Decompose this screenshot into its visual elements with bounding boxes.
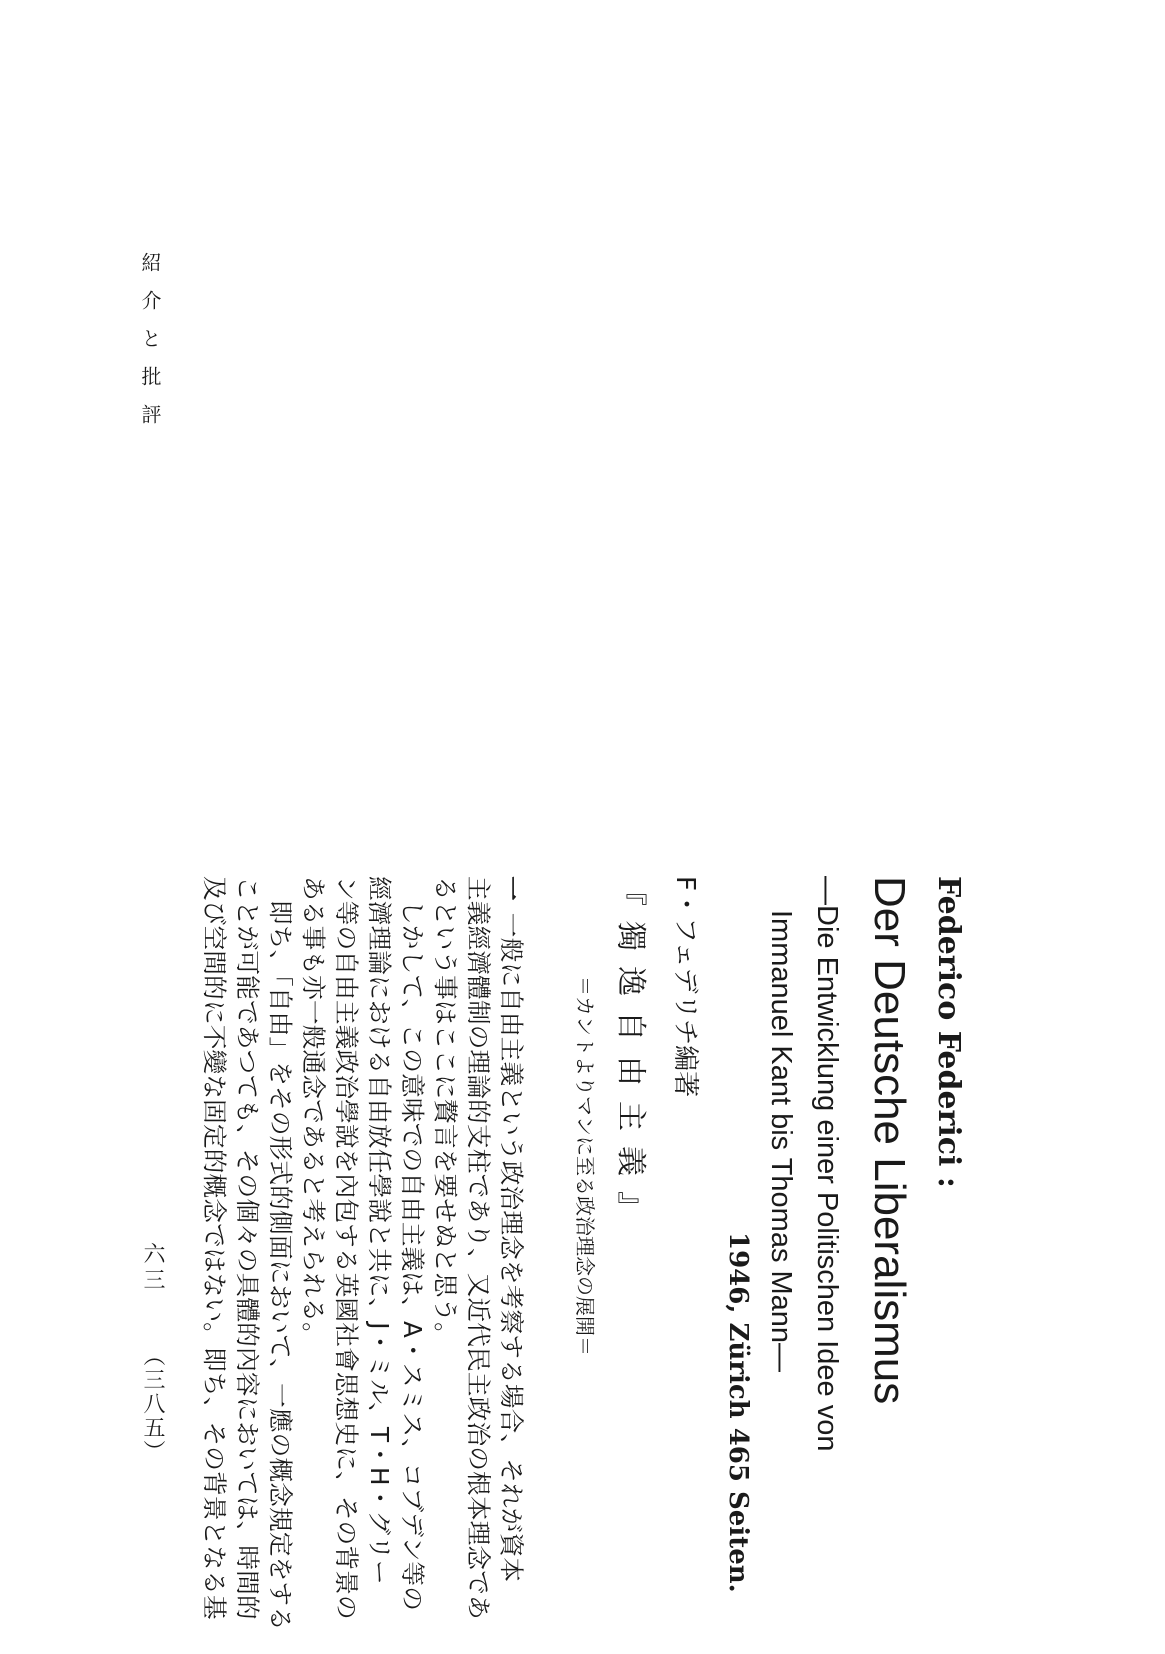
page-number-total: （三八五） [140, 1344, 165, 1464]
japanese-subtitle: ＝カントよりマンに至る政治理念の展開＝ [573, 976, 597, 1356]
body-line: るという事はここに贅言を要せぬと思う。 [431, 876, 460, 1348]
page-number: 六三 [140, 1242, 165, 1294]
body-line: ン等の自由主義政治學說を內包する英國社會思想史に、その背景の [332, 876, 361, 1620]
publication-info: 1946, Zürich 465 Seiten. [723, 1232, 753, 1593]
body-line-text: 一般に自由主義という政治理念を考察する場合、それが資本 [497, 912, 526, 1583]
japanese-title: 『獨逸自由主義』 [613, 876, 648, 1236]
paragraph-mark: 一 [497, 876, 526, 901]
body-line: 及び空間的に不變な固定的概念ではない。即ち、その背景となる基 [200, 876, 229, 1620]
book-subtitle-line1: —Die Entwicklung einer Politischen Idee von [811, 876, 843, 1452]
body-line: ある事も亦一般通念であると考えられる。 [299, 876, 328, 1348]
body-line: ことが可能であつても、その個々の具體的內容においては、時間的 [233, 876, 262, 1620]
book-title: Der Deutsche Liberalismus [865, 876, 914, 1405]
body-line: しかして、この意味での自由主義は、A・スミス、コブデン等の [398, 900, 427, 1612]
body-line: 即ち、「自由」をその形式的側面において、一應の概念規定をする [266, 900, 295, 1632]
running-header: 紹介と批評 [138, 252, 162, 442]
body-line: 主義經濟體制の理論的支柱であり、又近代民主政治の根本理念であ [464, 876, 493, 1620]
book-subtitle-line2: Immanuel Kant bis Thomas Mann— [765, 910, 797, 1373]
body-line: 經濟理論における自由放任學說と共に、J・ミル、T・H・グリー [365, 876, 394, 1585]
body-line [497, 876, 526, 1583]
japanese-editor: F・フェデリチ編著 [670, 876, 700, 1098]
rotated-text-block [183, 876, 966, 1632]
book-author: Federico Federici : [931, 876, 966, 1188]
